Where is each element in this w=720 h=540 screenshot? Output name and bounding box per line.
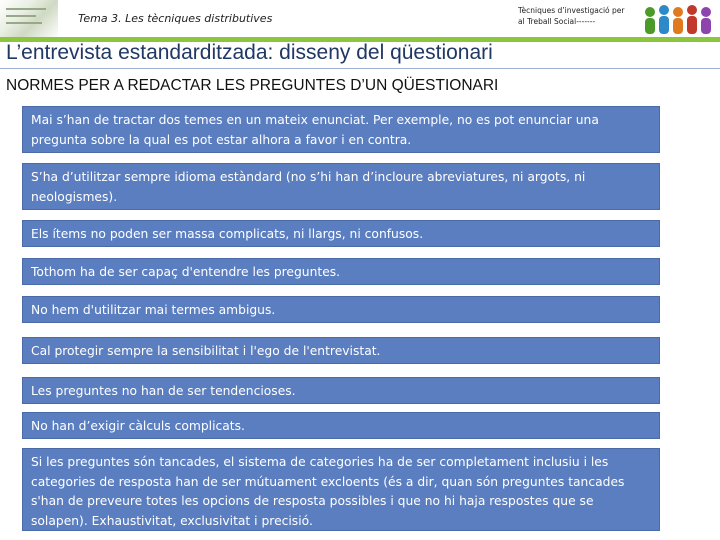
rule-item: No han d’exigir càlculs complicats. xyxy=(22,412,660,439)
title-divider xyxy=(0,68,720,69)
scribble-image-icon xyxy=(0,0,58,38)
rule-item: Els ítems no poden ser massa complicats, ni llargs, ni confusos. xyxy=(22,220,660,247)
page-title: L’entrevista estandarditzada: disseny del qüestionari xyxy=(6,41,493,64)
course-label xyxy=(518,5,638,27)
rule-item: Mai s’han de tractar dos temes en un mateix enunciat. Per exemple, no es pot enunciar una pregunta sobre la qual es pot estar alhora a favor i en contra. xyxy=(22,106,660,153)
people-group-icon xyxy=(640,2,718,36)
rule-item: No hem d'utilitzar mai termes ambigus. xyxy=(22,296,660,323)
header-bar xyxy=(0,0,720,38)
rule-item: Si les preguntes són tancades, el sistema de categories ha de ser completament inclusiu i les categories de resposta han de ser mútuament excloents (és a dir, quan són preguntes tancades s'han de preveure totes les opcions de resposta possibles i que no hi haja respostes que se solapen). Exhaustivitat, exclusivitat i precisió. xyxy=(22,448,660,531)
rule-item: S’ha d’utilitzar sempre idioma estàndard (no s’hi han d’incloure abreviatures, ni argots, ni neologismes). xyxy=(22,163,660,210)
rule-item: Cal protegir sempre la sensibilitat i l'ego de l'entrevistat. xyxy=(22,337,660,364)
rule-item: Les preguntes no han de ser tendencioses. xyxy=(22,377,660,404)
section-heading: NORMES PER A REDACTAR LES PREGUNTES D’UN QÜESTIONARI xyxy=(6,77,499,94)
course-line-1: Tècniques d’investigació per xyxy=(518,6,625,15)
rule-item: Tothom ha de ser capaç d'entendre les preguntes. xyxy=(22,258,660,285)
course-line-2: al Treball Social------- xyxy=(518,17,596,26)
topic-label: Tema 3. Les tècniques distributives xyxy=(78,12,273,25)
